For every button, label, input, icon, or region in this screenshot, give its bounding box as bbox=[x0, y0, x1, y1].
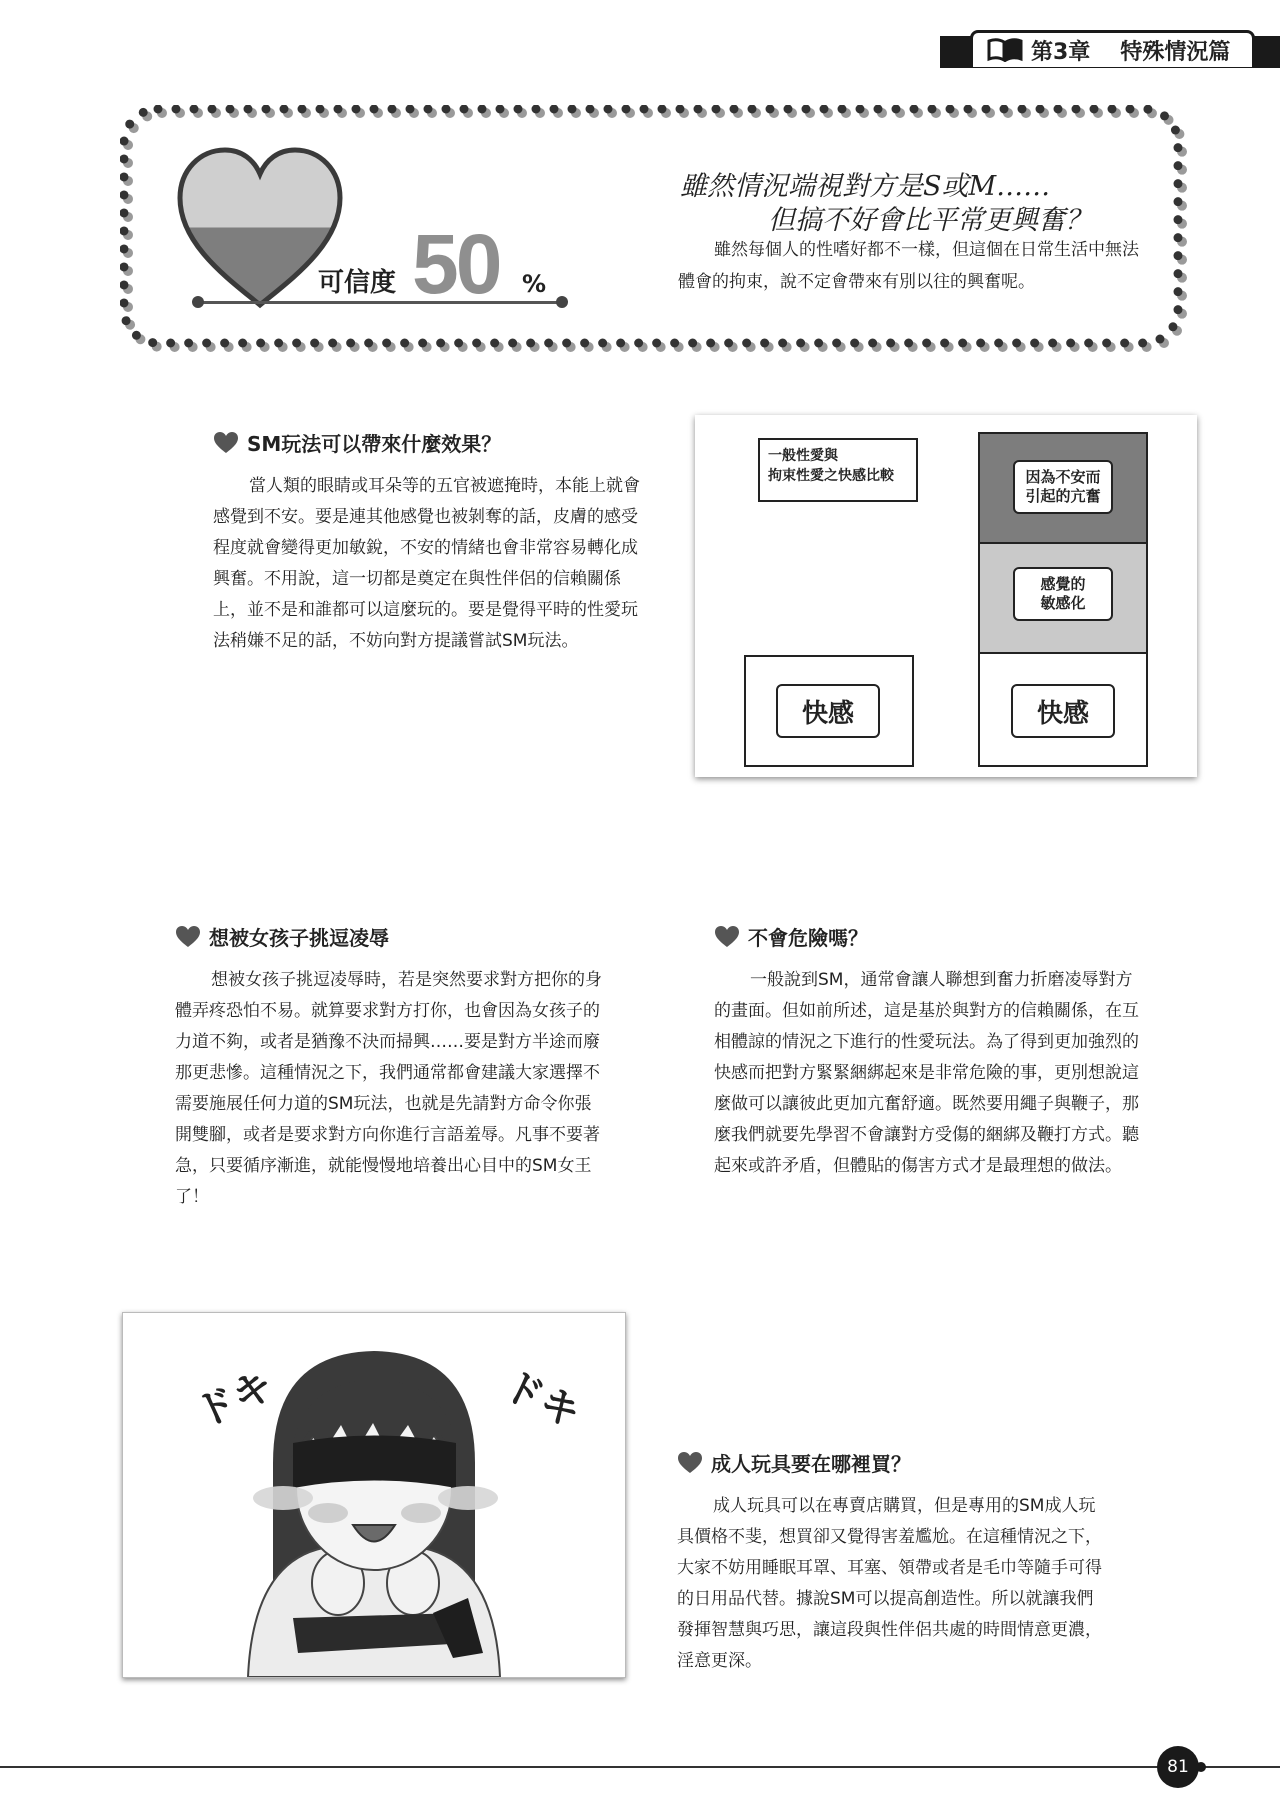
intro-text: 雖然每個人的性嗜好都不一樣，但這個在日常生活中無法體會的拘束，說不定會帶來有別以往的興奮呢。 bbox=[678, 240, 1139, 292]
footer-dot bbox=[1196, 1762, 1206, 1772]
underline-dot-left bbox=[192, 296, 204, 308]
chapter-section: 特殊情況篇 bbox=[1120, 39, 1231, 65]
section-toys bbox=[677, 1448, 1109, 1677]
underline-dot-right bbox=[556, 296, 568, 308]
sfx-left: ドキ bbox=[188, 1361, 281, 1438]
chapter-number: 第3章 bbox=[1031, 39, 1091, 65]
section-title bbox=[175, 922, 607, 951]
section-body: 一般說到SM，通常會讓人聯想到奮力折磨凌辱對方的畫面。但如前所述，這是基於與對方的信賴關係，在互相體諒的情況之下進行的性愛玩法。為了得到更加強烈的快感而把對方緊緊綑綁起來是非常危險的事，更別想說這麼做可以讓彼此更加亢奮舒適。既然要用繩子與鞭子，那麼我們就要先學習不會讓對方受傷的綑綁及鞭打方式。聽起來或許矛盾，但體貼的傷害方式才是最理想的做法。 bbox=[714, 970, 1139, 1176]
reliability-underline bbox=[200, 301, 558, 304]
chart-label-anxiety-line1: 因為不安而 bbox=[1025, 468, 1101, 486]
heart-bullet-icon bbox=[175, 925, 201, 949]
chart-label-anxiety bbox=[1013, 460, 1113, 514]
chart-label-anxiety-line2: 引起的亢奮 bbox=[1025, 487, 1101, 505]
blindfold-illustration bbox=[122, 1312, 626, 1678]
section-body: 當人類的眼睛或耳朵等的五官被遮掩時，本能上就會感覺到不安。要是連其他感覺也被剝奪的話，皮膚的感受程度就會變得更加敏銳，不安的情緒也會非常容易轉化成興奮。不用說，這一切都是奠定在與性伴侶的信賴關係上，並不是和誰都可以這麼玩的。要是覺得平時的性愛玩法稍嫌不足的話，不妨向對方提議嘗試SM玩法。 bbox=[213, 476, 640, 651]
section-title bbox=[677, 1448, 1109, 1477]
section-sm-effect bbox=[213, 428, 643, 657]
reliability-unit: % bbox=[522, 270, 547, 298]
sfx-right: ドキ bbox=[495, 1361, 588, 1438]
reliability-label: 可信度 bbox=[318, 268, 397, 298]
section-title bbox=[714, 922, 1146, 951]
heart-bullet-icon bbox=[213, 431, 239, 455]
heart-bullet-icon bbox=[677, 1451, 703, 1475]
chart-label-sensitize-line2: 敏感化 bbox=[1040, 594, 1086, 612]
section-title-text: SM玩法可以帶來什麼效果？ bbox=[247, 432, 502, 456]
section-danger bbox=[714, 922, 1146, 1182]
book-icon bbox=[987, 38, 1023, 62]
chart-label-sensitize bbox=[1013, 567, 1113, 621]
footer-rule bbox=[0, 1766, 1280, 1768]
section-title-text: 成人玩具要在哪裡買？ bbox=[711, 1452, 911, 1476]
section-body: 想被女孩子挑逗凌辱時，若是突然要求對方把你的身體弄疼恐怕不易。就算要求對方打你，也會因為女孩子的力道不夠，或者是猶豫不決而掃興……要是對方半途而廢那更悲慘。這種情況之下，我們通常都會建議大家選擇不需要施展任何力道的SM玩法，也就是先請對方命令你張開雙腳，或者是要求對方向你進行言語羞辱。凡事不要著急，只要循序漸進，就能慢慢地培養出心目中的SM女王了！ bbox=[175, 970, 602, 1207]
section-title-text: 想被女孩子挑逗凌辱 bbox=[209, 926, 389, 950]
chart-label-pleasure-normal: 快感 bbox=[776, 684, 880, 738]
chart-title-line2: 拘束性愛之快感比較 bbox=[768, 468, 894, 484]
intro-headline-line1: 雖然情況端視對方是S或M…… bbox=[680, 171, 1051, 202]
section-teased bbox=[175, 922, 607, 1213]
chart-label-pleasure-bondage: 快感 bbox=[1011, 684, 1115, 738]
chart-label-sensitize-line1: 感覺的 bbox=[1040, 575, 1086, 593]
chart-title-box bbox=[758, 438, 918, 502]
chart-title-line1: 一般性愛與 bbox=[768, 448, 838, 464]
section-body: 成人玩具可以在專賣店購買，但是專用的SM成人玩具價格不斐，想買卻又覺得害羞尷尬。在這種情況之下，大家不妨用睡眠耳罩、耳塞、領帶或者是毛巾等隨手可得的日用品代替。據說SM可以提高創造性。所以就讓我們發揮智慧與巧思，讓這段與性伴侶共處的時間情意更濃，淫意更深。 bbox=[677, 1496, 1102, 1671]
section-title-text: 不會危險嗎？ bbox=[748, 926, 868, 950]
reliability-value: 50 bbox=[412, 217, 500, 311]
chapter-tab bbox=[970, 30, 1255, 67]
intro-headline-line2: 但搞不好會比平常更興奮？ bbox=[768, 205, 1092, 236]
page-number: 81 bbox=[1157, 1746, 1199, 1788]
heart-bullet-icon bbox=[714, 925, 740, 949]
section-title bbox=[213, 428, 643, 457]
